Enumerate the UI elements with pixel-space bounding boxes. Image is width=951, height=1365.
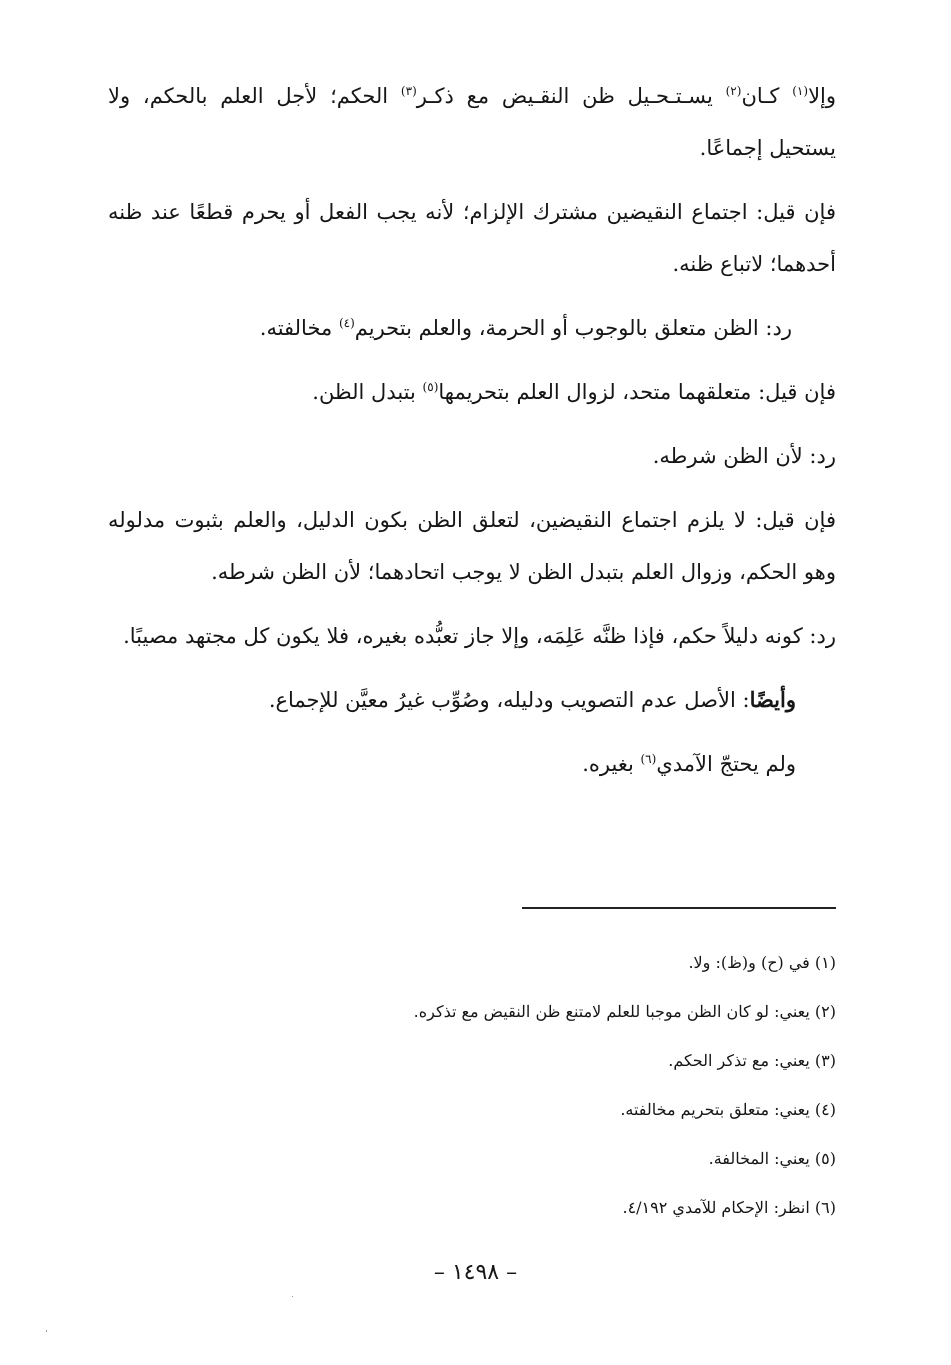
- main-text: [108, 70, 836, 802]
- paragraph: [108, 494, 836, 598]
- footnote: (٥) يعني: المخالفة.: [708, 1149, 836, 1168]
- text-run: بغيره.: [582, 752, 641, 776]
- text-run: الحكم؛ لأجل العلم بالحكم، ولا يستحيل إجماعًا.: [108, 84, 836, 160]
- footnotes: [200, 938, 836, 1232]
- footnote-separator: [522, 907, 836, 909]
- text-run: رد: لأن الظن شرطه.: [652, 444, 836, 468]
- paragraph: [108, 70, 836, 174]
- text-run: فإن قيل: متعلقهما متحد، لزوال العلم بتحريمها: [438, 380, 836, 404]
- footnote-ref: (٥): [422, 380, 439, 394]
- paragraph: [108, 738, 836, 790]
- footnote-ref: (٣): [400, 84, 417, 98]
- footnote: (١) في (ح) و(ظ): ولا.: [688, 953, 836, 972]
- paragraph: [108, 610, 836, 662]
- text-run: فإن قيل: لا يلزم اجتماع النقيضين، لتعلق الظن بكون الدليل، والعلم بثبوت مدلوله وهو الحكم، وزوال العلم بتبدل الظن لا يوجب اتحادهما؛ لأن الظن شرطه.: [108, 508, 836, 584]
- footnote-ref: (١): [792, 84, 809, 98]
- bold-term: وأيضًا: [749, 687, 796, 712]
- text-run: : الأصل عدم التصويب ودليله، وصُوِّب غيرُ معيَّن للإجماع.: [268, 688, 750, 712]
- paragraph: [108, 674, 836, 726]
- paragraph: [108, 430, 836, 482]
- text-run: وإلا: [808, 84, 837, 108]
- paragraph: [108, 186, 836, 290]
- page-number: – ١٤٩٨ –: [433, 1260, 518, 1285]
- text-run: رد: كونه دليلاً حكم، فإذا ظنَّه عَلِمَه، وإلا جاز تعبُّده بغيره، فلا يكون كل مجتهد مصيبًا.: [123, 624, 836, 648]
- text-run: مخالفته.: [259, 316, 339, 340]
- text-run: رد: الظن متعلق بالوجوب أو الحرمة، والعلم بتحريم: [354, 316, 792, 340]
- scan-speck: [292, 1296, 293, 1297]
- footnote-ref: (٦): [640, 752, 657, 766]
- footnote: (٦) انظر: الإحكام للآمدي ٤/١٩٢.: [622, 1198, 836, 1217]
- text-run: فإن قيل: اجتماع النقيضين مشترك الإلزام؛ لأنه يجب الفعل أو يحرم قطعًا عند ظنه أحدهما؛ لاتباع ظنه.: [108, 200, 836, 276]
- footnote-ref: (٤): [338, 316, 355, 330]
- footnote: (٣) يعني: مع تذكر الحكم.: [668, 1051, 836, 1070]
- text-run: كـان: [741, 84, 793, 108]
- text-run: بتبدل الظن.: [312, 380, 423, 404]
- text-run: يسـتـحـيل ظن النقـيض مع ذكـر: [416, 84, 726, 108]
- footnote: (٤) يعني: متعلق بتحريم مخالفته.: [620, 1100, 836, 1119]
- scan-speck: [46, 1330, 47, 1332]
- footnote-ref: (٢): [725, 84, 742, 98]
- paragraph: [108, 302, 836, 354]
- footnote: (٢) يعني: لو كان الظن موجبا للعلم لامتنع ظن النقيض مع تذكره.: [413, 1002, 836, 1021]
- paragraph: [108, 366, 836, 418]
- text-run: ولم يحتجّ الآمدي: [656, 752, 796, 776]
